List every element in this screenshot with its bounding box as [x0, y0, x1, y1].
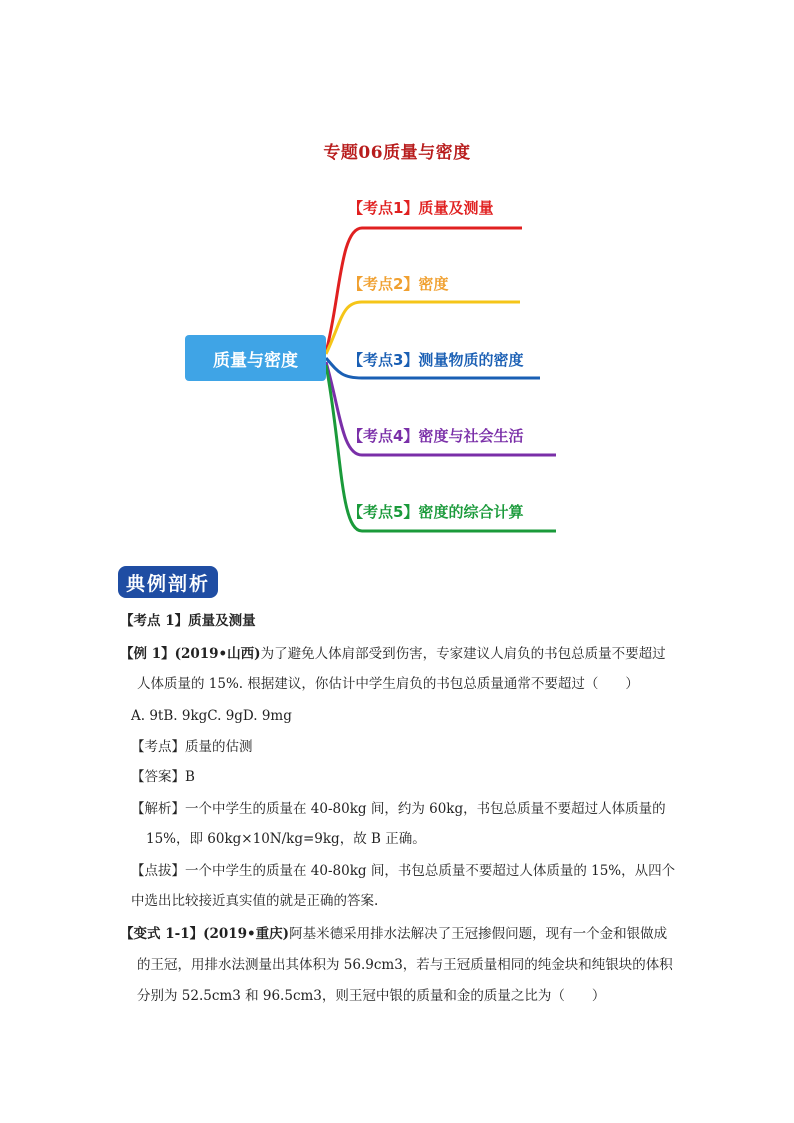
variant-1-1-text-1: 阿基米德采用排水法解决了王冠掺假问题，现有一个金和银做成 [289, 926, 668, 942]
analysis-line-1: 【解析】一个中学生的质量在 40-80kg 间，约为 60kg，书包总质量不要超过人体质量的 [131, 801, 666, 817]
kp1-heading: 【考点 1】质量及测量 [120, 613, 256, 629]
branch-label-kp5: 【考点5】密度的综合计算 [348, 503, 524, 521]
document-title: 专题06质量与密度 [323, 143, 471, 163]
variant-1-1-line-2: 的王冠，用排水法测量出其体积为 56.9cm3，若与王冠质量相同的纯金块和纯银块的体积 [137, 957, 673, 973]
mind-map [0, 0, 794, 560]
example-1-line-2: 人体质量的 15%. 根据建议，你估计中学生肩负的书包总质量通常不要超过（ ） [137, 676, 639, 692]
branch-label-kp4: 【考点4】密度与社会生活 [348, 427, 524, 445]
analysis-line-2: 15%，即 60kg×10N/kg=9kg，故 B 正确。 [146, 831, 426, 847]
kaodian-label: 【考点】质量的估测 [131, 739, 253, 755]
branch-label-kp1: 【考点1】质量及测量 [348, 199, 494, 217]
section-banner: 典例剖析 [118, 566, 218, 598]
branch-label-kp3: 【考点3】测量物质的密度 [348, 351, 524, 369]
answer-label: 【答案】B [131, 769, 195, 785]
variant-1-1-line-3: 分别为 52.5cm3 和 96.5cm3，则王冠中银的质量和金的质量之比为（ ） [137, 988, 606, 1004]
example-1-text-1: 为了避免人体肩部受到伤害，专家建议人肩负的书包总质量不要超过 [260, 646, 666, 662]
mind-map-center-node: 质量与密度 [185, 335, 326, 381]
example-1-options: A. 9tB. 9kgC. 9gD. 9mg [131, 708, 292, 724]
connector-kp2 [326, 302, 520, 354]
tip-line-2: 中选出比较接近真实值的就是正确的答案. [131, 893, 379, 909]
variant-1-1-tag: 【变式 1-1】(2019•重庆) [120, 926, 290, 942]
tip-line-1: 【点拔】一个中学生的质量在 40-80kg 间，书包总质量不要超过人体质量的 15%，从四个 [131, 863, 676, 879]
example-1-tag: 【例 1】(2019•山西) [120, 646, 261, 662]
example-1-line-1 [120, 644, 666, 664]
variant-1-1-line-1 [120, 924, 667, 944]
branch-label-kp2: 【考点2】密度 [348, 275, 449, 293]
